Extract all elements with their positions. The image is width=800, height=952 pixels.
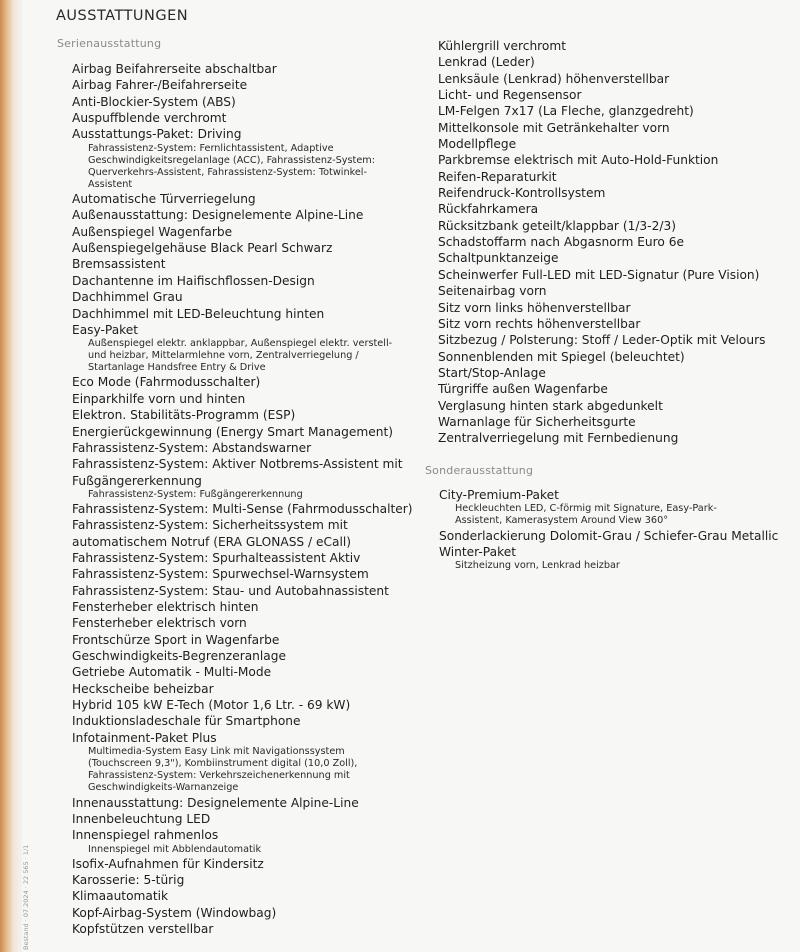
equipment-item-details xyxy=(72,489,413,501)
equipment-item: Fensterheber elektrisch hinten xyxy=(72,600,259,615)
sonder-list xyxy=(439,487,778,572)
equipment-item: Parkbremse elektrisch mit Auto-Hold-Funktion xyxy=(438,153,719,168)
detail-line: Heckleuchten LED, C-förmig mit Signature, Easy-Park- xyxy=(455,503,717,515)
equipment-item: Innenspiegel rahmenlos xyxy=(72,828,219,843)
equipment-item: Bremsassistent xyxy=(72,257,166,272)
equipment-item: Elektron. Stabilitäts-Programm (ESP) xyxy=(72,408,296,423)
equipment-item: Modellpflege xyxy=(438,137,517,152)
detail-line: Sitzheizung vorn, Lenkrad heizbar xyxy=(455,560,620,572)
equipment-item: Heckscheibe beheizbar xyxy=(72,681,214,696)
detail-line: Innenspiegel mit Abblendautomatik xyxy=(88,843,262,855)
equipment-item: Scheinwerfer Full-LED mit LED-Signatur (Pure Vision) xyxy=(438,267,760,282)
equipment-item: automatischem Notruf (ERA GLONASS / eCall) xyxy=(72,534,352,549)
equipment-item: Klimaautomatik xyxy=(72,889,169,904)
equipment-item: Innenbeleuchtung LED xyxy=(72,811,211,826)
page-edge xyxy=(0,0,22,952)
side-print-code: Bestand · 07.2024 · 22 565 · 1/1 xyxy=(22,844,30,950)
detail-line: Geschwindigkeits-Warnanzeige xyxy=(88,782,239,794)
detail-line: Geschwindigkeitsregelanlage (ACC), Fahrassistenz-System: xyxy=(88,154,375,166)
equipment-item: Türgriffe außen Wagenfarbe xyxy=(438,382,608,397)
equipment-item: Dachhimmel mit LED-Beleuchtung hinten xyxy=(72,306,325,321)
equipment-item: Airbag Beifahrerseite abschaltbar xyxy=(72,62,277,76)
equipment-item: Rückfahrkamera xyxy=(438,202,539,217)
equipment-item: Außenspiegelgehäuse Black Pearl Schwarz xyxy=(72,241,333,256)
equipment-item: Einparkhilfe vorn und hinten xyxy=(72,391,246,406)
equipment-item: Induktionsladeschale für Smartphone xyxy=(72,714,301,729)
equipment-item: Zentralverriegelung mit Fernbedienung xyxy=(438,431,679,446)
equipment-item: Lenksäule (Lenkrad) höhenverstellbar xyxy=(438,71,670,86)
equipment-item: Fahrassistenz-System: Aktiver Notbrems-Assistent mit xyxy=(72,457,403,472)
equipment-item: Kopfstützen verstellbar xyxy=(72,922,214,936)
equipment-item: Fahrassistenz-System: Spurwechsel-Warnsystem xyxy=(72,567,369,582)
equipment-item: Kühlergrill verchromt xyxy=(438,39,567,53)
equipment-item-details xyxy=(72,844,413,856)
serien-title: Serienausstattung xyxy=(57,37,162,50)
equipment-item: Getriebe Automatik - Multi-Mode xyxy=(72,665,272,680)
equipment-item: Start/Stop-Anlage xyxy=(438,365,546,380)
detail-line: Außenspiegel elektr. anklappbar, Außenspiegel elektr. verstell- xyxy=(88,338,393,350)
equipment-item: Frontschürze Sport in Wagenfarbe xyxy=(72,632,280,647)
equipment-item: Licht- und Regensensor xyxy=(438,88,582,103)
detail-line: Startanlage Handsfree Entry & Drive xyxy=(88,362,266,374)
equipment-item: Anti-Blockier-System (ABS) xyxy=(72,94,236,109)
detail-line: Multimedia-System Easy Link mit Navigationssystem xyxy=(88,746,345,758)
sonder-title: Sonderausstattung xyxy=(425,464,534,477)
serien-column-left xyxy=(72,61,413,937)
equipment-item: Außenspiegel Wagenfarbe xyxy=(72,224,233,239)
equipment-item: Lenkrad (Leder) xyxy=(438,55,535,70)
equipment-item-details xyxy=(72,338,413,374)
equipment-item: Winter-Paket xyxy=(439,544,516,559)
equipment-item: Warnanlage für Sicherheitsgurte xyxy=(438,414,636,429)
equipment-item: Ausstattungs-Paket: Driving xyxy=(72,127,242,142)
equipment-item: Hybrid 105 kW E-Tech (Motor 1,6 Ltr. - 69 kW) xyxy=(72,698,351,713)
equipment-item: Sonderlackierung Dolomit-Grau / Schiefer-Grau Metallic xyxy=(439,528,779,543)
equipment-item: Fahrassistenz-System: Abstandswarner xyxy=(72,440,312,455)
equipment-item-details xyxy=(72,746,413,794)
equipment-item: City-Premium-Paket xyxy=(439,488,559,502)
detail-line: Assistent, Kamerasystem Around View 360° xyxy=(455,515,669,527)
detail-line: Assistent xyxy=(88,179,133,190)
equipment-item-details xyxy=(72,143,413,191)
equipment-item-details xyxy=(439,503,778,527)
equipment-item: Fahrassistenz-System: Stau- und Autobahnassistent xyxy=(72,583,389,598)
equipment-item: Isofix-Aufnahmen für Kindersitz xyxy=(72,856,264,871)
equipment-item: Airbag Fahrer-/Beifahrerseite xyxy=(72,78,248,93)
equipment-item: Rücksitzbank geteilt/klappbar (1/3-2/3) xyxy=(438,218,676,233)
detail-line: Fahrassistenz-System: Verkehrszeichenerkennung mit xyxy=(88,770,350,782)
equipment-item: Verglasung hinten stark abgedunkelt xyxy=(438,398,663,413)
equipment-item: Fahrassistenz-System: Sicherheitssystem mit xyxy=(72,518,348,533)
equipment-item: Fahrassistenz-System: Spurhalteassistent Aktiv xyxy=(72,551,361,565)
detail-line: Fahrassistenz-System: Fernlichtassistent, Adaptive xyxy=(88,142,334,154)
equipment-item: Auspuffblende verchromt xyxy=(72,111,227,126)
detail-line: Querverkehrs-Assistent, Fahrassistenz-System: Totwinkel- xyxy=(88,166,367,178)
detail-line: und heizbar, Mittelarmlehne vorn, Zentralverriegelung / xyxy=(88,350,359,362)
equipment-item: Schaltpunktanzeige xyxy=(438,251,559,266)
equipment-item: Dachhimmel Grau xyxy=(72,290,183,305)
equipment-item: Sonnenblenden mit Spiegel (beleuchtet) xyxy=(438,349,685,364)
equipment-item: Reifen-Reparaturkit xyxy=(438,169,557,184)
equipment-item: Mittelkonsole mit Getränkehalter vorn xyxy=(438,120,670,135)
equipment-item: Sitz vorn links höhenverstellbar xyxy=(438,300,631,315)
equipment-item: Easy-Paket xyxy=(72,322,139,337)
equipment-item: Sitz vorn rechts höhenverstellbar xyxy=(438,316,641,331)
equipment-item: Kopf-Airbag-System (Windowbag) xyxy=(72,905,277,920)
equipment-item: LM-Felgen 7x17 (La Fleche, glanzgedreht) xyxy=(438,104,694,119)
serien-column-right xyxy=(438,38,765,447)
detail-line: Fahrassistenz-System: Fußgängererkennung xyxy=(88,488,303,500)
equipment-item-details xyxy=(439,560,778,572)
equipment-item: Dachantenne im Haifischflossen-Design xyxy=(72,273,315,288)
equipment-item: Reifendruck-Kontrollsystem xyxy=(438,186,606,201)
equipment-item: Energierückgewinnung (Energy Smart Management) xyxy=(72,424,394,439)
equipment-item: Infotainment-Paket Plus xyxy=(72,730,217,745)
equipment-item: Eco Mode (Fahrmodusschalter) xyxy=(72,375,261,390)
equipment-item: Fensterheber elektrisch vorn xyxy=(72,616,247,631)
equipment-item: Seitenairbag vorn xyxy=(438,284,547,299)
equipment-item: Sitzbezug / Polsterung: Stoff / Leder-Optik mit Velours xyxy=(438,333,766,348)
equipment-item: Automatische Türverriegelung xyxy=(72,192,256,207)
equipment-item: Außenausstattung: Designelemente Alpine-Line xyxy=(72,208,364,223)
detail-line: (Touchscreen 9,3"), Kombiinstrument digital (10,0 Zoll), xyxy=(88,758,358,770)
equipment-item: Karosserie: 5-türig xyxy=(72,872,185,887)
equipment-item: Fußgängererkennung xyxy=(72,473,202,488)
equipment-item: Fahrassistenz-System: Multi-Sense (Fahrmodusschalter) xyxy=(72,501,413,516)
page-title: AUSSTATTUNGEN xyxy=(56,8,189,24)
equipment-item: Schadstoffarm nach Abgasnorm Euro 6e xyxy=(438,235,684,250)
equipment-item: Innenausstattung: Designelemente Alpine-Line xyxy=(72,795,359,810)
equipment-item: Geschwindigkeits-Begrenzeranlage xyxy=(72,649,287,664)
